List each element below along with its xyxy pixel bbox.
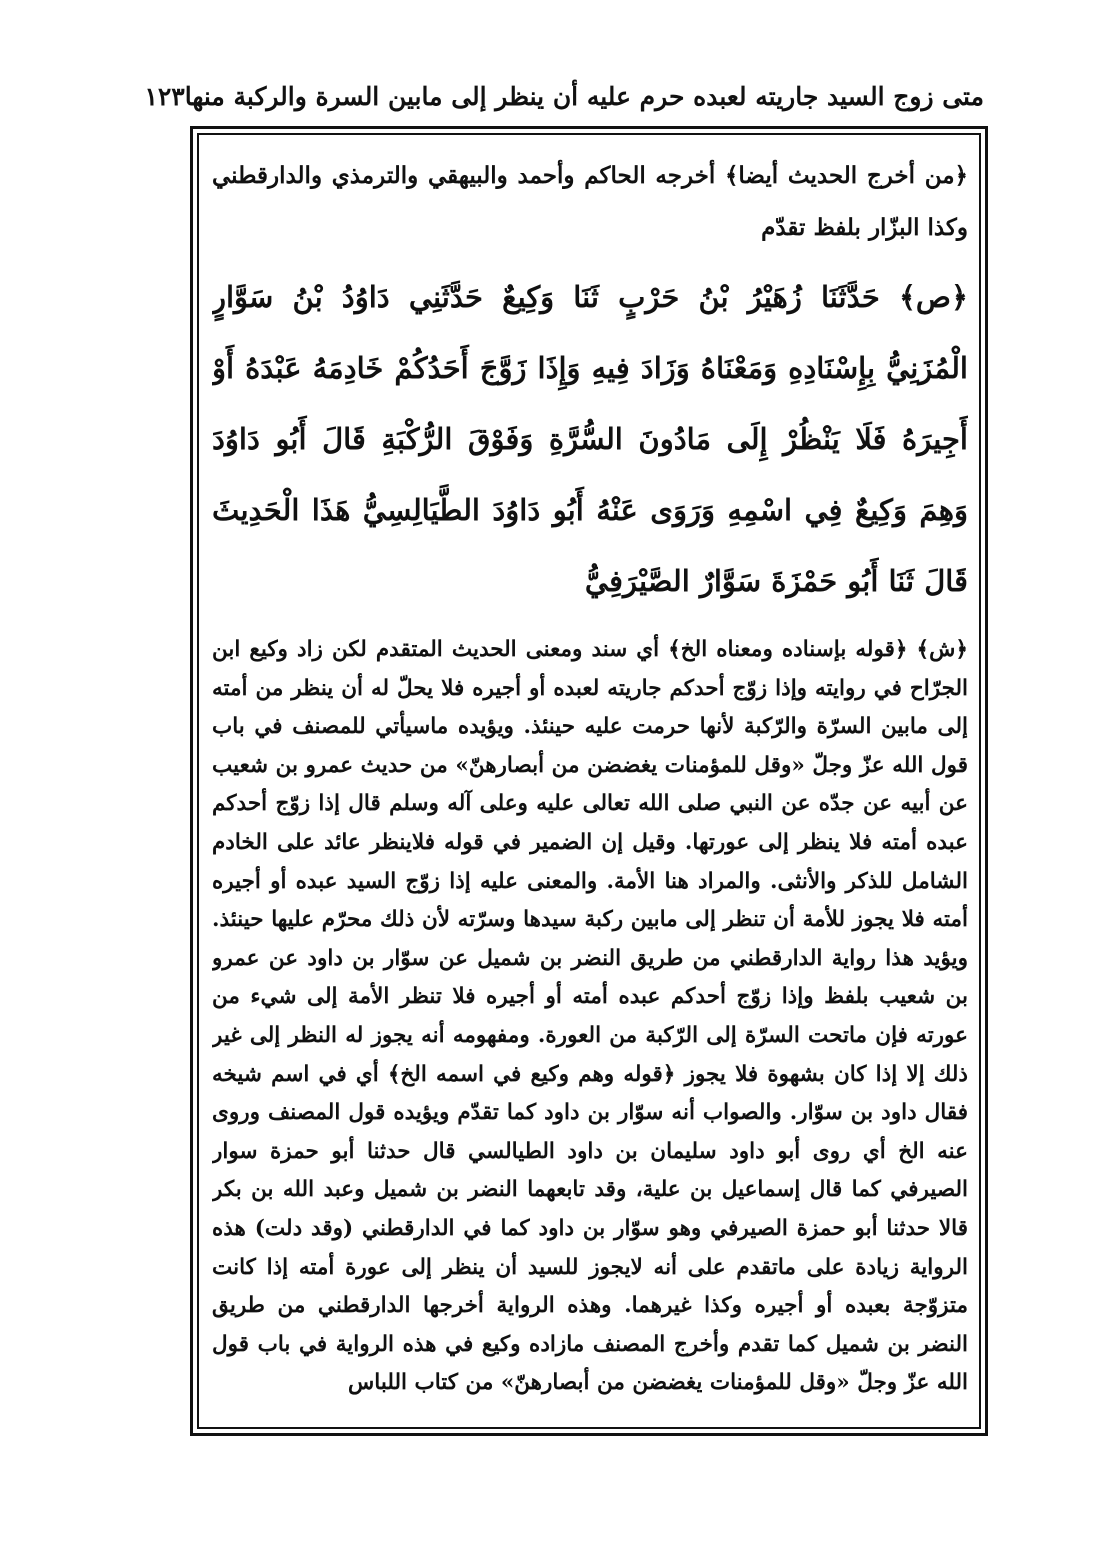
matn-body: حَدَّثَنَا زُهَيْرُ بْنُ حَرْبٍ ثَنَا وَكِيعٌ حَدَّثَنِي دَاوُدُ بْنُ سَوَّارٍ الْمُزَنِيُّ بِإِسْنَادِهِ وَمَعْنَاهُ وَزَادَ فِيهِ وَإِذَا زَوَّجَ أَحَدُكُمْ خَادِمَهُ عَبْدَهُ أَوْ أَجِيرَهُ فَلَا يَنْظُرْ إِلَى مَادُونَ السُّرَّةِ وَفَوْقَ الرُّكْبَةِ قَالَ أَبُو دَاوُدَ وَهِمَ وَكِيعٌ فِي اسْمِهِ وَرَوَى عَنْهُ أَبُو دَاوُدَ الطَّيَالِسِيُّ هَذَا الْحَدِيثَ قَالَ ثَنَا أَبُو حَمْزَةَ سَوَّارٌ الصَّيْرَفِيُّ (212, 280, 968, 598)
takhrij-note: ﴿من أخرج الحديث أيضا﴾ أخرجه الحاكم وأحمد والبيهقي والترمذي والدارقطني وكذا البزّار بلفظ تقدّم (212, 162, 968, 241)
matn-marker: ﴿ص﴾ (898, 280, 968, 314)
sharh-body: ﴿قوله بإسناده ومعناه الخ﴾ أي سند ومعنى الحديث المتقدم لكن زاد وكيع ابن الجرّاح في روايته وإذا زوّج أحدكم جاريته لعبده أو أجيره فلا يحلّ له أن ينظر من أمته إلى مابين السرّة والرّكبة لأنها حرمت عليه حينئذ. ويؤيده ماسيأتي للمصنف في باب قول الله عزّ وجلّ «وقل للمؤمنات يغضضن من أبصارهنّ» من حديث عمرو بن شعيب عن أبيه عن جدّه عن النبي صلى الله تعالى عليه وعلى آله وسلم قال إذا زوّج أحدكم عبده أمته فلا ينظر إلى عورتها. وقيل إن الضمير في قوله فلاينظر عائد على الخادم الشامل للذكر والأنثى. والمراد هنا الأمة. والمعنى عليه إذا زوّج السيد عبده أو أجيره أمته فلا يجوز للأمة أن تنظر إلى مابين ركبة سيدها وسرّته لأن ذلك محرّم عليها حينئذ. ويؤيد هذا رواية الدارقطني من طريق النضر بن شميل عن سوّار بن داود عن عمرو بن شعيب بلفظ وإذا زوّج أحدكم عبده أمته أو أجيره فلا تنظر الأمة إلى شيء من عورته فإن ماتحت السرّة إلى الرّكبة من العورة. ومفهومه أنه يجوز له النظر إلى غير ذلك إلا إذا كان بشهوة فلا يجوز ﴿قوله وهم وكيع في اسمه الخ﴾ أي في اسم شيخه فقال داود بن سوّار. والصواب أنه سوّار بن داود كما تقدّم ويؤيده قول المصنف وروى عنه الخ أي روى أبو داود سليمان بن داود الطيالسي قال حدثنا أبو حمزة سوار الصيرفي كما قال إسماعيل بن علية، وقد تابعهما النضر بن شميل وعبد الله بن بكر قالا حدثنا أبو حمزة الصيرفي وهو سوّار بن داود كما في الدارقطني (وقد دلت) هذه الرواية زيادة على ماتقدم على أنه لايجوز للسيد أن ينظر إلى عورة أمته إذا كانت متزوّجة بعبده أو أجيره وكذا غيرهما. وهذه الرواية أخرجها الدارقطني من طريق النضر بن شميل كما تقدم وأخرج المصنف مازاده وكيع في هذه الرواية في باب قول الله عزّ وجلّ «وقل للمؤمنات يغضضن من أبصارهنّ» من كتاب اللباس (212, 637, 968, 1396)
hadith-text (212, 262, 968, 617)
commentary-text (212, 631, 968, 1403)
page-body (212, 150, 968, 1418)
running-title: متى زوج السيد جاريته لعبده حرم عليه أن ينظر إلى مابين السرة والركبة منها (184, 81, 984, 111)
page-number: ١٢٣ (144, 81, 185, 111)
sharh-marker: ﴿ش﴾ (916, 637, 968, 662)
page-header (144, 74, 984, 118)
